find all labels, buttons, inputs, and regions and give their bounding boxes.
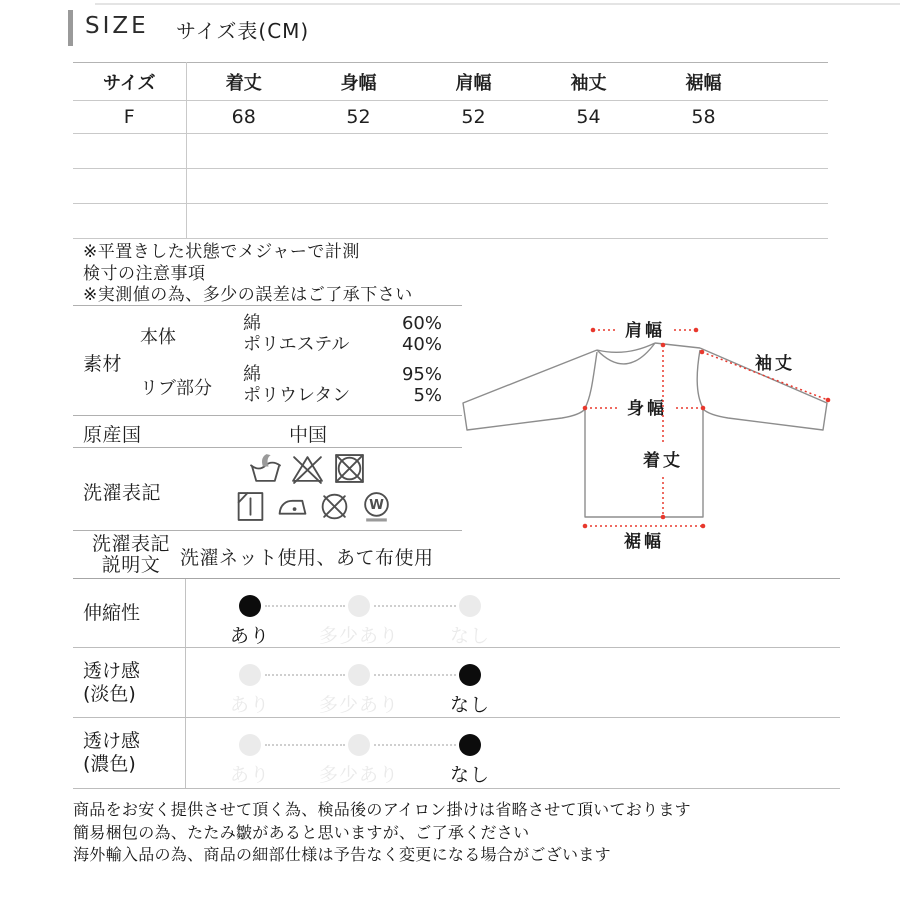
cell-body-width: 52 [301,101,416,134]
empty-row [73,134,828,169]
rating-dot [459,734,481,756]
product-detail-panel [73,305,462,578]
material-part-name: リブ部分 [140,378,212,399]
material-percent: 40% [401,334,442,355]
rating-label: 透け感 (淡色) [73,648,186,717]
rating-label: 伸縮性 [73,579,186,647]
rating-option-tasho-ari: 多少あり [304,664,414,717]
header-accent-bar [68,10,73,46]
size-table [73,62,828,239]
rating-option-ari: あり [195,734,305,787]
col-header-hem: 裾幅 [646,63,761,101]
hand-wash-icon [249,452,282,485]
material-component: ポリエステル [243,334,350,355]
shoulder-width-label: 肩幅 [625,321,665,341]
origin-label: 原産国 [83,424,142,446]
rating-dot [459,595,481,617]
rating-rows [73,578,840,789]
iron-low-icon [276,490,309,523]
top-divider [95,3,900,5]
rating-option-nashi: なし [415,664,525,717]
footer-notices [73,799,691,867]
rating-option-ari: あり [195,595,305,648]
rating-option-nashi: なし [415,595,525,648]
origin-section [73,415,462,447]
origin-value: 中国 [288,424,327,446]
cell-length: 68 [186,101,301,134]
material-component: ポリウレタン [243,385,351,406]
hem-width-label: 裾幅 [624,532,664,552]
wet-clean-icon [360,490,393,523]
note-line: ※実測値の為、多少の誤差はご了承下さい [83,285,413,305]
note-line: ※平置きした状態でメジャーで計測 [83,242,360,262]
note-line: 検寸の注意事項 [83,263,206,284]
material-component: 綿 [243,313,261,334]
material-percent: 60% [401,313,442,334]
no-bleach-icon [291,452,324,485]
care-note-value: 洗濯ネット使用、あて布使用 [180,547,434,569]
col-header-size: サイズ [73,63,186,101]
material-part-rib [140,364,442,406]
material-part-name: 本体 [140,327,176,348]
sleeve-length-label: 袖丈 [755,354,795,374]
cell-sleeve: 54 [531,101,646,134]
rating-row-stretch [73,578,840,647]
rating-row-sheer-light [73,647,840,717]
footer-line: 簡易梱包の為、たたみ皺があると思いますが、ご了承ください [73,822,530,842]
cell-hem: 58 [646,101,761,134]
rating-dot [239,734,261,756]
rating-option-tasho-ari: 多少あり [304,734,414,787]
col-header-shoulder: 肩幅 [416,63,531,101]
empty-row [73,204,828,239]
garment-measurement-diagram [450,295,850,560]
rating-row-sheer-dark [73,717,840,789]
col-header-sleeve: 袖丈 [531,63,646,101]
no-tumble-dry-icon [333,452,366,485]
material-part-main [140,313,442,355]
rating-option-nashi: なし [415,734,525,787]
header-size-label: SIZE [85,13,149,39]
length-label: 着丈 [643,451,683,471]
svg-text:W: W [369,498,384,514]
rating-dot [348,734,370,756]
page-title: サイズ表(CM) [176,19,310,43]
empty-row [73,169,828,204]
size-table-data-row [73,101,828,134]
material-label: 素材 [83,353,123,375]
rating-dot [239,595,261,617]
rating-option-ari: あり [195,664,305,717]
size-table-header-row [73,63,828,101]
no-dry-clean-icon [318,490,351,523]
cell-size: F [73,101,186,134]
rating-dot [348,664,370,686]
col-header-length: 着丈 [186,63,301,101]
cell-shoulder: 52 [416,101,531,134]
material-component: 綿 [243,364,261,385]
rating-dot [239,664,261,686]
material-percent: 95% [401,364,442,385]
care-symbols-section [73,447,462,530]
shade-dry-icon [234,490,267,523]
care-note-label: 洗濯表記 説明文 [91,533,170,576]
care-note-section [73,530,462,578]
col-header-body-width: 身幅 [301,63,416,101]
rating-dot [459,664,481,686]
rating-label: 透け感 (濃色) [73,718,186,788]
rating-option-tasho-ari: 多少あり [304,595,414,648]
material-percent: 5% [413,385,442,406]
rating-dot [348,595,370,617]
footer-line: 商品をお安く提供させて頂く為、検品後のアイロン掛けは省略させて頂いております [73,800,691,819]
body-width-label: 身幅 [627,399,667,419]
measurement-notes [83,242,413,307]
material-section [73,305,462,415]
care-symbols-label: 洗濯表記 [83,482,162,504]
footer-line: 海外輸入品の為、商品の細部仕様は予告なく変更になる場合がございます [73,845,611,864]
